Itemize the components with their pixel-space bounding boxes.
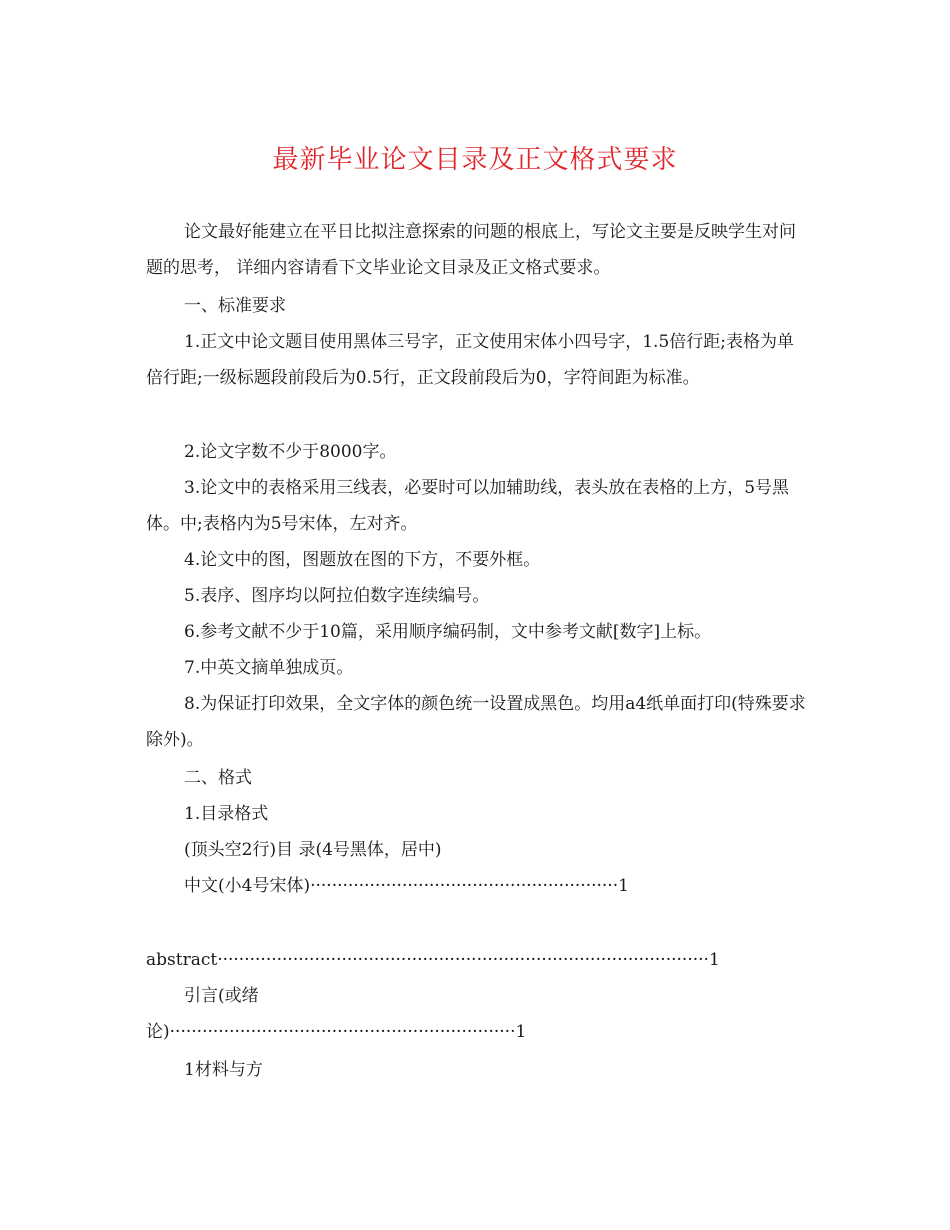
toc-entry-label: 中文(小4号宋体) [184,876,311,896]
toc-entry-label: 1材料与方 [184,1060,263,1080]
section-heading-format: 二、格式 [184,768,252,788]
requirement-item-8: 8.为保证打印效果，全文字体的颜色统一设置成黑色。均用a4纸单面打印(特殊要求除外)。 [146,694,806,750]
toc-leader-dots: ························································· [310,876,619,896]
requirement-item-3: 3.论文中的表格采用三线表，必要时可以加辅助线，表头放在表格的上方，5号黑体。中;表格内为5号宋体，左对齐。 [146,478,790,534]
toc-entry-label: abstract [146,950,218,970]
toc-entry-intro-line2 [146,1014,526,1050]
requirement-item-5: 5.表序、图序均以阿拉伯数字连续编号。 [184,586,490,606]
toc-page-number: 1 [708,950,720,970]
toc-page-number: 1 [515,1022,527,1042]
toc-entry-intro-line1 [184,978,259,1014]
toc-entry-label: 引言(或绪 [184,986,259,1006]
toc-entry-abstract [146,942,720,978]
toc-entry-materials [184,1052,263,1088]
toc-format-heading: 1.目录格式 [184,804,269,824]
requirement-item-4: 4.论文中的图，图题放在图的下方，不要外框。 [184,550,541,570]
requirement-item-2: 2.论文字数不少于8000字。 [184,442,397,462]
toc-page-number: 1 [618,876,629,896]
toc-entry-label: 论) [146,1022,170,1042]
section-heading-standard: 一、标准要求 [184,296,286,316]
requirement-item-7: 7.中英文摘单独成页。 [184,658,354,678]
document-title: 最新毕业论文目录及正文格式要求 [272,145,678,175]
requirement-item-1: 1.正文中论文题目使用黑体三号字，正文使用宋体小四号字，1.5倍行距;表格为单倍行距;一级标题段前段后为0.5行，正文段前段后为0，字符间距为标准。 [146,332,794,388]
toc-caption: (顶头空2行)目 录(4号黑体，居中) [184,840,442,860]
toc-entry-chinese [184,868,629,904]
requirement-item-6: 6.参考文献不少于10篇，采用顺序编码制，文中参考文献[数字]上标。 [184,622,712,642]
toc-leader-dots: ································································ [169,1022,516,1042]
intro-paragraph: 论文最好能建立在平日比拟注意探索的问题的根底上，写论文主要是反映学生对问题的思考， 详细内容请看下文毕业论文目录及正文格式要求。 [146,222,796,278]
toc-leader-dots: ··························································································· [217,950,709,970]
